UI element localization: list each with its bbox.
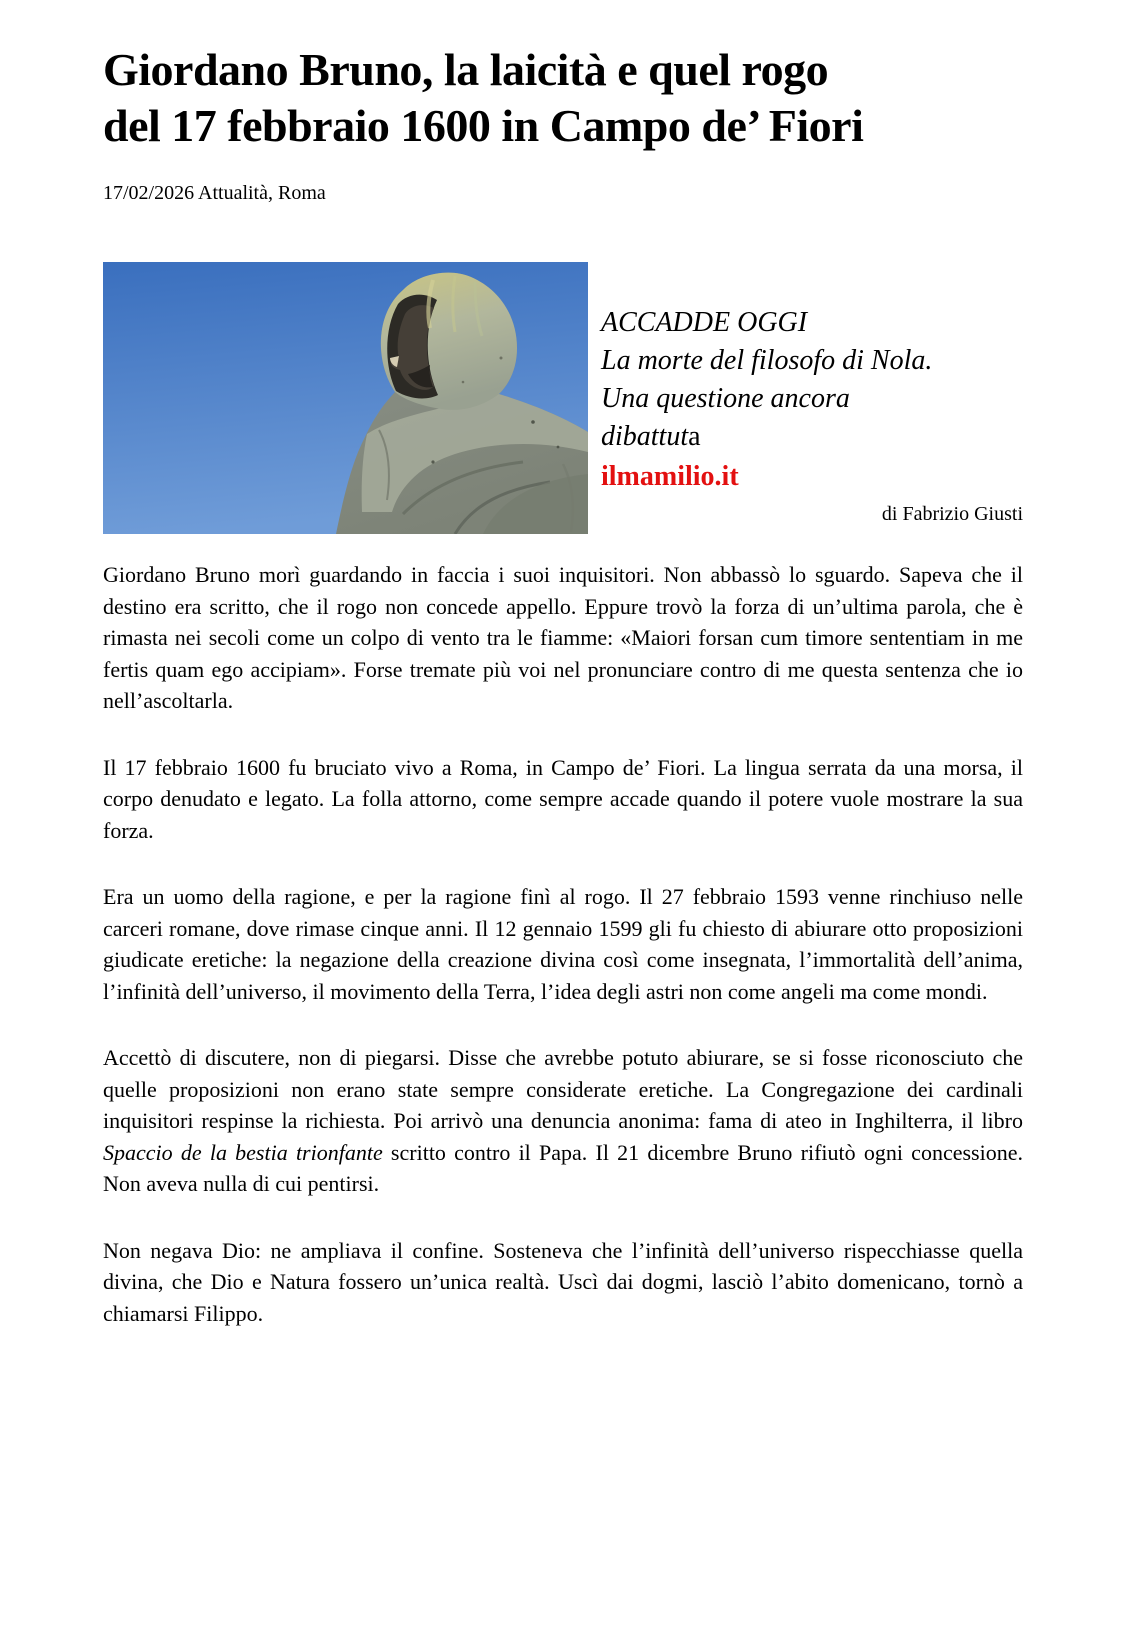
weathering-speck (431, 460, 434, 463)
paragraph-text: scritto contro il Papa. Il 21 dicembre Bruno rifiutò ogni concessione. Non aveva nulla di cui pentirsi. (103, 1139, 1023, 1196)
paragraph-text: Giordano Bruno morì guardando in faccia i suoi inquisitori. Non abbassò lo sguardo. Sapeva che il destino era scritto, che il rogo non concede appello. Eppure trovò la forza di un’ultima parola, che è rimasta nei secoli come un colpo di vento tra le fiamme: «Maiori forsan cum timore sententiam in me fertis quam ego accipiam». Forse tremate più voi nel pronunciare contro di me questa sentenza che io nell’ascoltarla. (103, 562, 1023, 713)
page-title-line-1: Giordano Bruno, la laicità e quel rogo (103, 44, 829, 95)
paragraph-text: Il 17 febbraio 1600 fu bruciato vivo a Roma, in Campo de’ Fiori. La lingua serrata da una morsa, il corpo denudato e legato. La folla attorno, come sempre accade quando il potere vuole mostrare la sua forza. (103, 754, 1023, 843)
book-title: Spaccio de la bestia trionfante (103, 1139, 383, 1165)
caption-kicker: ACCADDE OGGI (601, 307, 808, 338)
article-paragraph (103, 752, 1023, 847)
page (0, 42, 1131, 1642)
caption-line-2: Una questione ancora (601, 383, 850, 414)
paragraph-text: Accettò di discutere, non di piegarsi. Disse che avrebbe potuto abiurare, se si fosse riconosciuto che quelle proposizioni non erano state sempre considerate eretiche. La Congregazione dei cardinali inquisitori respinse la richiesta. Poi arrivò una denuncia anonima: fama di ateo in Inghilterra, il libro (103, 1045, 1023, 1133)
article-paragraph (103, 881, 1023, 1007)
photo-caption-block (588, 262, 1023, 534)
page-title-line-2: del 17 febbraio 1600 in Campo de’ Fiori (103, 100, 864, 151)
article-paragraph (103, 559, 1023, 717)
brand-logo[interactable]: ilmamilio.it (601, 461, 739, 492)
article-content (103, 42, 1023, 1329)
caption-line-3 (601, 418, 1023, 456)
weathering-speck (462, 381, 465, 384)
weathering-speck (500, 357, 503, 360)
weathering-speck (557, 446, 560, 449)
paragraph-text: Era un uomo della ragione, e per la ragione finì al rogo. Il 27 febbraio 1593 venne rinchiuso nelle carceri romane, dove rimase cinque anni. Il 12 gennaio 1599 gli fu chiesto di abiurare otto proposizioni giudicate eretiche: la negazione della creazione divina così come insegnata, l’immortalità dell’anima, l’infinità dell’universo, il movimento della Terra, l’idea degli astri non come angeli ma come mondi. (103, 884, 1023, 1004)
statue-photo (103, 262, 588, 534)
article-paragraph (103, 1042, 1023, 1200)
page-title (103, 42, 1023, 154)
article-paragraph (103, 1235, 1023, 1330)
caption-line-3-italic: dibattut (601, 421, 689, 452)
article-body (103, 559, 1023, 1329)
hero-section (103, 262, 1023, 534)
article-meta: 17/02/2026 Attualità, Roma (103, 182, 326, 204)
caption-line-1: La morte del filosofo di Nola. (601, 345, 933, 376)
paragraph-text: Non negava Dio: ne ampliava il confine. Sosteneva che l’infinità dell’universo rispecchiasse quella divina, che Dio e Natura fossero un’unica realtà. Uscì dai dogmi, lasciò l’abito domenicano, tornò a chiamarsi Filippo. (103, 1237, 1023, 1326)
weathering-speck (531, 420, 535, 424)
author-byline: di Fabrizio Giusti (881, 503, 1023, 525)
caption-line-3-roman: a (688, 421, 701, 452)
